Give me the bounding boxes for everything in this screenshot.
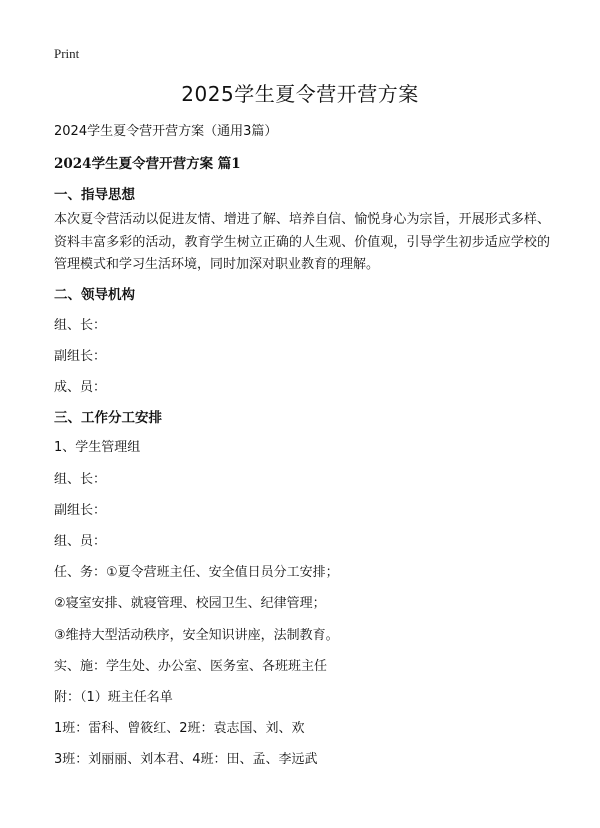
leadership-line: 副组长： — [54, 349, 107, 364]
print-link[interactable]: Print — [54, 46, 80, 61]
article-heading: 2024学生夏令营开营方案 篇1 — [54, 156, 241, 172]
section-heading-leadership: 二、领导机构 — [54, 287, 135, 303]
section-heading-guiding: 一、指导思想 — [54, 187, 135, 203]
document-title: 2025学生夏令营开营方案 — [181, 82, 419, 106]
work-line: ③维持大型活动秩序，安全知识讲座，法制教育。 — [54, 628, 339, 643]
leadership-line: 成、员： — [54, 380, 107, 395]
work-line: 1、学生管理组 — [54, 440, 141, 455]
work-line: 组、员： — [54, 534, 107, 549]
work-line: 副组长： — [54, 503, 107, 518]
work-line: 任、务：①夏令营班主任、安全值日员分工安排； — [54, 565, 339, 580]
work-line: 实、施：学生处、办公室、医务室、各班班主任 — [54, 659, 328, 674]
work-line: 3班：刘丽丽、刘本君、4班：田、孟、李远武 — [54, 752, 318, 767]
work-line: 组、长： — [54, 472, 107, 487]
guiding-paragraph: 本次夏令营活动以促进友情、增进了解、培养自信、愉悦身心为宗旨，开展形式多样、资料丰富多彩的活动，教育学生树立正确的人生观、价值观，引导学生初步适应学校的管理模式和学习生活环境，同时加深对职业教育的理解。 — [54, 212, 550, 272]
document-subtitle: 2024学生夏令营开营方案（通用3篇） — [54, 124, 278, 139]
leadership-line: 组、长： — [54, 318, 107, 333]
section-heading-work: 三、工作分工安排 — [54, 410, 162, 426]
work-line: 1班：雷科、曾筱红、2班：袁志国、刘、欢 — [54, 721, 305, 736]
work-line: ②寝室安排、就寝管理、校园卫生、纪律管理； — [54, 596, 326, 611]
work-line: 附：（1）班主任名单 — [54, 690, 173, 705]
